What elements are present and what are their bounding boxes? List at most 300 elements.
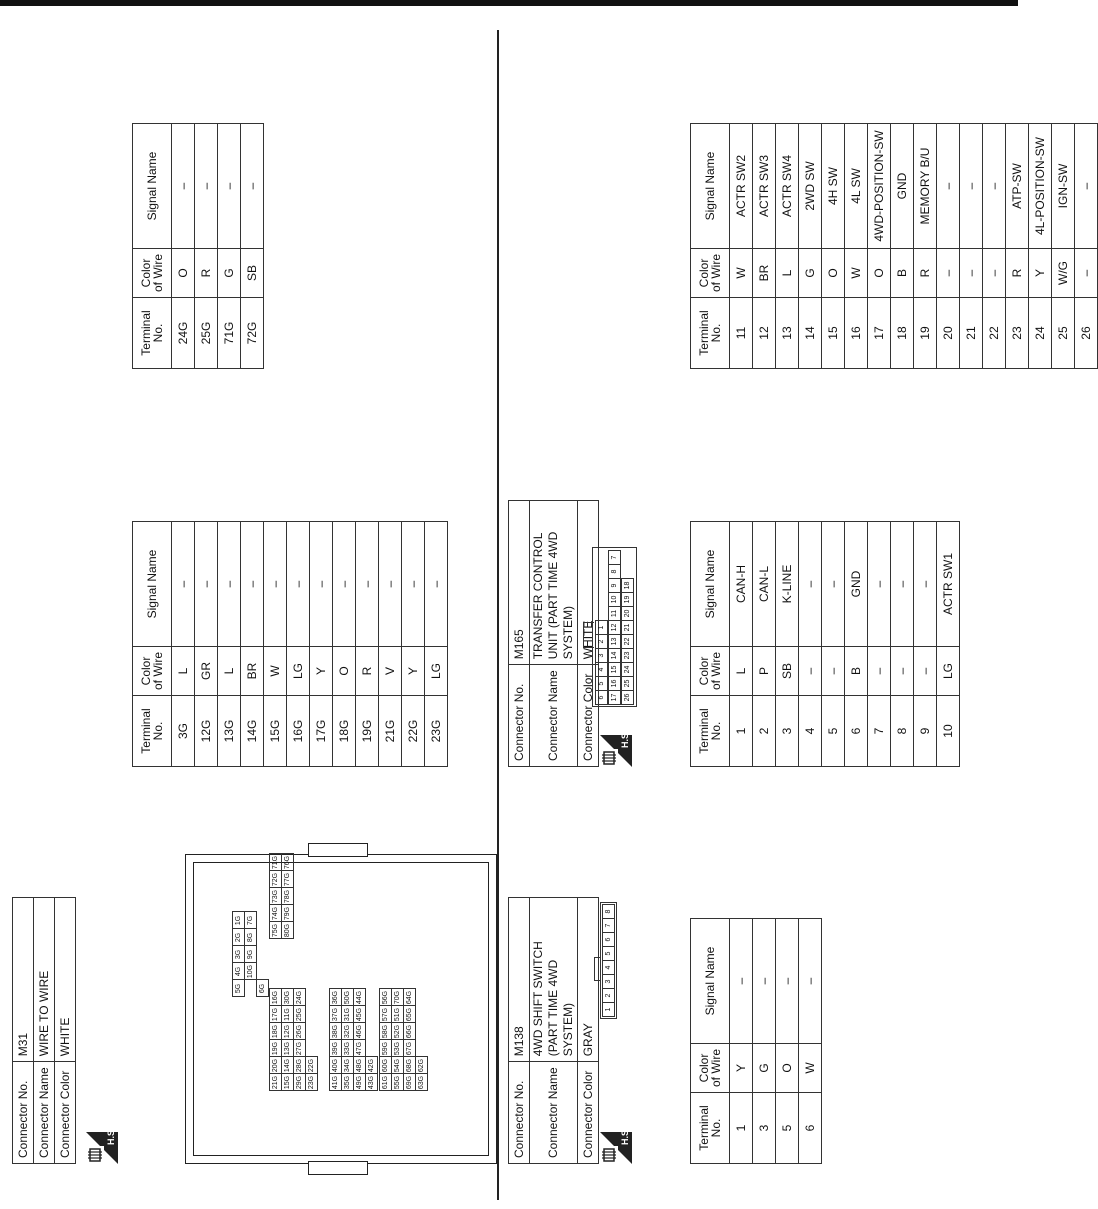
signal-name: – <box>868 522 891 647</box>
terminal-pin: 40G <box>329 1057 342 1075</box>
terminal-pin: 15 <box>608 662 621 677</box>
table-row <box>172 124 195 369</box>
signal-name: 4L SW <box>845 124 868 249</box>
terminal-pin: 16G <box>269 989 282 1007</box>
table-row <box>195 522 218 767</box>
connector-name: 4WD SHIFT SWITCH (PART TIME 4WD SYSTEM) <box>530 898 578 1062</box>
wire-color: G <box>799 249 822 298</box>
signal-name: – <box>333 522 356 647</box>
wire-color: Y <box>730 1044 753 1093</box>
terminal-pin: 5 <box>602 946 615 961</box>
terminal-no: 26 <box>1075 298 1098 369</box>
table-row <box>891 124 914 369</box>
wire-color: B <box>845 647 868 696</box>
signal-name: IGN-SW <box>1052 124 1075 249</box>
signal-name: – <box>776 919 799 1044</box>
terminal-pin: 26G <box>293 1023 306 1041</box>
terminal-pin: 1 <box>602 1002 615 1017</box>
terminal-pin: 61G <box>379 1074 392 1092</box>
label: Connector Color <box>578 1062 599 1164</box>
terminal-pin: 18 <box>621 578 634 593</box>
label: Connector Name <box>34 1062 55 1164</box>
terminal-pin: 3 <box>602 974 615 989</box>
terminal-pin: 25G <box>293 1006 306 1024</box>
pin-group <box>329 989 377 1091</box>
col-header: Terminal No. <box>691 298 730 369</box>
terminal-no: 5 <box>776 1093 799 1164</box>
signal-name: – <box>402 522 425 647</box>
terminal-no: 21G <box>379 696 402 767</box>
terminal-pin: 17G <box>269 1006 282 1024</box>
terminal-no: 8 <box>891 696 914 767</box>
wire-color: Y <box>1029 249 1052 298</box>
terminal-no: 20 <box>937 298 960 369</box>
terminal-pin: 20 <box>621 606 634 621</box>
wire-color: L <box>776 249 799 298</box>
pin-group <box>269 854 293 939</box>
terminal-no: 3 <box>776 696 799 767</box>
terminal-no: 17 <box>868 298 891 369</box>
terminal-pin: 23G <box>305 1074 318 1092</box>
table-row <box>172 522 195 767</box>
terminal-pin: 4 <box>602 960 615 975</box>
terminal-no: 10 <box>937 696 960 767</box>
terminal-pin: 70G <box>391 989 404 1007</box>
table-row <box>218 124 241 369</box>
terminal-pin: 39G <box>329 1040 342 1058</box>
wire-color: O <box>776 1044 799 1093</box>
terminal-pin: 4 <box>595 662 608 677</box>
terminal-no: 15G <box>264 696 287 767</box>
terminal-pin: 29G <box>293 1074 306 1092</box>
table-row <box>983 124 1006 369</box>
table-row <box>868 522 891 767</box>
terminal-pin: 44G <box>353 989 366 1007</box>
terminal-pin: 1G <box>232 912 245 930</box>
m138-info-table <box>508 897 599 1164</box>
terminal-no: 5 <box>822 696 845 767</box>
terminal-pin: 8 <box>602 904 615 919</box>
table-row <box>730 124 753 369</box>
table-row <box>937 522 960 767</box>
terminal-pin: 22G <box>305 1057 318 1075</box>
table-row <box>264 522 287 767</box>
signal-name: ACTR SW1 <box>937 522 960 647</box>
m31-connector-face <box>185 854 497 1164</box>
terminal-pin: 52G <box>391 1023 404 1041</box>
wire-color: L <box>730 647 753 696</box>
signal-name: – <box>753 919 776 1044</box>
wire-color: R <box>914 249 937 298</box>
wire-color: – <box>868 647 891 696</box>
label: Connector Color <box>55 1062 76 1164</box>
table-row <box>845 522 868 767</box>
signal-name: – <box>822 522 845 647</box>
signal-name: – <box>799 522 822 647</box>
wire-color: O <box>868 249 891 298</box>
terminal-pin: 27G <box>293 1040 306 1058</box>
terminal-pin: 9G <box>244 946 257 964</box>
terminal-pin: 56G <box>379 989 392 1007</box>
terminal-no: 17G <box>310 696 333 767</box>
terminal-no: 15 <box>822 298 845 369</box>
terminal-pin: 6 <box>595 690 608 705</box>
table-row <box>799 522 822 767</box>
label: Connector No. <box>509 1062 530 1164</box>
terminal-pin: 6G <box>256 980 269 998</box>
wire-color: SB <box>241 249 264 298</box>
wire-color: B <box>891 249 914 298</box>
harness-side-icon <box>600 1127 632 1164</box>
terminal-pin: 22 <box>621 634 634 649</box>
signal-name: – <box>960 124 983 249</box>
signal-name: – <box>264 522 287 647</box>
terminal-pin: 2G <box>232 929 245 947</box>
signal-name: – <box>218 124 241 249</box>
wire-color: Y <box>310 647 333 696</box>
terminal-pin: 13G <box>281 1040 294 1058</box>
terminal-pin: 4G <box>232 963 245 981</box>
terminal-pin: 37G <box>329 1006 342 1024</box>
terminal-pin: 45G <box>353 1006 366 1024</box>
connector-name: TRANSFER CONTROL UNIT (PART TIME 4WD SYSTEM) <box>530 501 578 665</box>
table-row <box>914 124 937 369</box>
terminal-pin: 68G <box>403 1057 416 1075</box>
table-row <box>402 522 425 767</box>
table-row <box>960 124 983 369</box>
signal-name: – <box>241 522 264 647</box>
terminal-pin: 5 <box>595 676 608 691</box>
terminal-pin: 21G <box>269 1074 282 1092</box>
table-row <box>218 522 241 767</box>
terminal-pin: 25 <box>621 676 634 691</box>
wire-color: L <box>172 647 195 696</box>
terminal-pin: 38G <box>329 1023 342 1041</box>
pin-row <box>621 550 634 704</box>
terminal-pin: 41G <box>329 1074 342 1092</box>
terminal-pin: 11 <box>608 606 621 621</box>
col-header: Terminal No. <box>691 696 730 767</box>
terminal-no: 19G <box>356 696 379 767</box>
terminal-pin: 63G <box>415 1074 428 1092</box>
terminal-pin: 14G <box>281 1057 294 1075</box>
table-row <box>868 124 891 369</box>
terminal-pin: 76G <box>281 854 294 872</box>
pin-row <box>608 550 621 704</box>
connector-no: M165 <box>509 501 530 665</box>
terminal-pin: 8 <box>608 564 621 579</box>
wire-color: R <box>195 249 218 298</box>
terminal-no: 25G <box>195 298 218 369</box>
table-row <box>1052 124 1075 369</box>
wire-color: R <box>356 647 379 696</box>
terminal-pin: 34G <box>341 1057 354 1075</box>
connector-name: WIRE TO WIRE <box>34 898 55 1062</box>
terminal-no: 72G <box>241 298 264 369</box>
terminal-pin: 26 <box>621 690 634 705</box>
connector-tab <box>308 1161 368 1175</box>
terminal-pin: 79G <box>281 905 294 923</box>
terminal-pin: 11G <box>281 1006 294 1024</box>
signal-name: – <box>914 522 937 647</box>
terminal-no: 3 <box>753 1093 776 1164</box>
wire-color: G <box>753 1044 776 1093</box>
terminal-pin: 73G <box>269 888 282 906</box>
terminal-no: 24 <box>1029 298 1052 369</box>
terminal-pin: 51G <box>391 1006 404 1024</box>
label: Connector No. <box>13 1062 34 1164</box>
table-row <box>776 919 799 1164</box>
wire-color: – <box>891 647 914 696</box>
table-row <box>937 124 960 369</box>
terminal-no: 11 <box>730 298 753 369</box>
table-row <box>287 522 310 767</box>
terminal-pin: 10 <box>608 592 621 607</box>
terminal-pin: 33G <box>341 1040 354 1058</box>
wire-color: V <box>379 647 402 696</box>
table-row <box>845 124 868 369</box>
wire-color: Y <box>402 647 425 696</box>
terminal-pin: 50G <box>341 989 354 1007</box>
terminal-pin: 48G <box>353 1057 366 1075</box>
terminal-pin: 49G <box>353 1074 366 1092</box>
terminal-pin: 75G <box>269 922 282 940</box>
label: Connector Name <box>530 665 578 767</box>
terminal-pin: 6 <box>602 932 615 947</box>
terminal-pin: 60G <box>379 1057 392 1075</box>
signal-name: ACTR SW2 <box>730 124 753 249</box>
terminal-no: 1 <box>730 696 753 767</box>
terminal-pin: 7 <box>608 550 621 565</box>
wire-color: W/G <box>1052 249 1075 298</box>
terminal-pin: 14 <box>608 648 621 663</box>
m138-terminal-table <box>690 918 822 1164</box>
signal-name: GND <box>891 124 914 249</box>
terminal-pin: 2 <box>602 988 615 1003</box>
signal-name: – <box>425 522 448 647</box>
terminal-no: 6 <box>845 696 868 767</box>
terminal-pin: 78G <box>281 888 294 906</box>
col-header: Signal Name <box>691 919 730 1044</box>
terminal-pin: 3 <box>595 648 608 663</box>
table-row <box>1006 124 1029 369</box>
signal-name: ACTR SW4 <box>776 124 799 249</box>
terminal-pin: 21 <box>621 620 634 635</box>
wire-color: LG <box>287 647 310 696</box>
signal-name: 4L-POSITION-SW <box>1029 124 1052 249</box>
table-row <box>730 919 753 1164</box>
hs-label: H.S. <box>106 1127 116 1145</box>
wire-color: – <box>1075 249 1098 298</box>
terminal-no: 12 <box>753 298 776 369</box>
table-row <box>195 124 218 369</box>
wire-color: L <box>218 647 241 696</box>
terminal-pin: 16 <box>608 676 621 691</box>
terminal-pin: 55G <box>391 1074 404 1092</box>
terminal-pin: 20G <box>269 1057 282 1075</box>
pin-row <box>600 902 617 1019</box>
signal-name: 4H SW <box>822 124 845 249</box>
m165-terminal-table-1 <box>690 521 960 767</box>
col-header: Signal Name <box>691 522 730 647</box>
terminal-pin: 69G <box>403 1074 416 1092</box>
m31-terminal-table-2 <box>132 123 264 369</box>
terminal-pin: 64G <box>403 989 416 1007</box>
signal-name: ACTR SW3 <box>753 124 776 249</box>
terminal-pin: 67G <box>403 1040 416 1058</box>
table-row <box>891 522 914 767</box>
wire-color: BR <box>753 249 776 298</box>
terminal-pin: 74G <box>269 905 282 923</box>
terminal-no: 21 <box>960 298 983 369</box>
harness-side-icon <box>86 1127 118 1164</box>
wire-color: O <box>333 647 356 696</box>
col-header: Terminal No. <box>133 696 172 767</box>
terminal-pin: 7 <box>602 918 615 933</box>
harness-side-icon <box>600 730 632 767</box>
terminal-no: 24G <box>172 298 195 369</box>
table-row <box>776 124 799 369</box>
wire-color: SB <box>776 647 799 696</box>
wire-color: – <box>937 249 960 298</box>
terminal-no: 19 <box>914 298 937 369</box>
terminal-no: 13 <box>776 298 799 369</box>
signal-name: 4WD-POSITION-SW <box>868 124 891 249</box>
terminal-pin: 18G <box>269 1023 282 1041</box>
wire-color: G <box>218 249 241 298</box>
terminal-pin: 7G <box>244 912 257 930</box>
signal-name: – <box>287 522 310 647</box>
wire-color: – <box>960 249 983 298</box>
table-row <box>914 522 937 767</box>
terminal-pin: 80G <box>281 922 294 940</box>
table-row <box>799 124 822 369</box>
terminal-pin: 71G <box>269 854 282 872</box>
table-row <box>822 124 845 369</box>
terminal-no: 22G <box>402 696 425 767</box>
m165-terminal-table-2 <box>690 123 1098 369</box>
signal-name: CAN-H <box>730 522 753 647</box>
m31-terminal-table-1 <box>132 521 448 767</box>
terminal-pin: 43G <box>365 1074 378 1092</box>
terminal-no: 2 <box>753 696 776 767</box>
table-row <box>356 522 379 767</box>
table-row <box>333 522 356 767</box>
terminal-no: 22 <box>983 298 1006 369</box>
terminal-no: 14 <box>799 298 822 369</box>
col-header: Color of Wire <box>691 647 730 696</box>
terminal-pin: 13 <box>608 634 621 649</box>
wire-color: W <box>730 249 753 298</box>
connector-latch <box>583 622 594 648</box>
signal-name: K-LINE <box>776 522 799 647</box>
terminal-pin: 2 <box>595 634 608 649</box>
connector-tab <box>308 843 368 857</box>
terminal-pin: 5G <box>232 980 245 998</box>
terminal-pin: 30G <box>281 989 294 1007</box>
col-header: Color of Wire <box>133 647 172 696</box>
terminal-pin: 77G <box>281 871 294 889</box>
col-header: Signal Name <box>133 124 172 249</box>
wire-color: GR <box>195 647 218 696</box>
table-row <box>753 522 776 767</box>
terminal-pin: 42G <box>365 1057 378 1075</box>
pin-group <box>232 912 268 997</box>
wire-color: W <box>799 1044 822 1093</box>
terminal-pin: 12G <box>281 1023 294 1041</box>
table-row <box>730 522 753 767</box>
table-row <box>753 919 776 1164</box>
terminal-pin: 19 <box>621 592 634 607</box>
table-row <box>310 522 333 767</box>
table-row <box>241 124 264 369</box>
terminal-pin: 35G <box>341 1074 354 1092</box>
wire-color: BR <box>241 647 264 696</box>
table-row <box>379 522 402 767</box>
signal-name: – <box>799 919 822 1044</box>
table-row <box>799 919 822 1164</box>
terminal-pin: 15G <box>281 1074 294 1092</box>
terminal-pin: 72G <box>269 871 282 889</box>
pin-row <box>595 550 608 704</box>
terminal-pin: 24G <box>293 989 306 1007</box>
label: Connector Name <box>530 1062 578 1164</box>
terminal-pin: 65G <box>403 1006 416 1024</box>
terminal-no: 3G <box>172 696 195 767</box>
col-header: Color of Wire <box>691 1044 730 1093</box>
terminal-pin: 66G <box>403 1023 416 1041</box>
signal-name: – <box>172 124 195 249</box>
signal-name: – <box>1075 124 1098 249</box>
connector-no: M31 <box>13 898 34 1062</box>
terminal-pin: 9 <box>608 578 621 593</box>
terminal-pin: 58G <box>379 1023 392 1041</box>
pin-group <box>269 989 317 1091</box>
terminal-pin: 46G <box>353 1023 366 1041</box>
pin-group <box>379 989 427 1091</box>
signal-name: – <box>195 124 218 249</box>
signal-name: – <box>356 522 379 647</box>
hs-label: H.S. <box>620 730 630 748</box>
connector-color: GRAY <box>578 898 599 1062</box>
terminal-no: 16 <box>845 298 868 369</box>
wire-color: LG <box>425 647 448 696</box>
signal-name: – <box>379 522 402 647</box>
connector-inner <box>193 855 489 1156</box>
label: Connector Color <box>578 665 599 767</box>
terminal-no: 12G <box>195 696 218 767</box>
col-header: Terminal No. <box>133 298 172 369</box>
terminal-pin: 57G <box>379 1006 392 1024</box>
terminal-pin: 10G <box>244 963 257 981</box>
terminal-pin: 31G <box>341 1006 354 1024</box>
terminal-pin: 1 <box>595 620 608 635</box>
table-row <box>753 124 776 369</box>
connector-no: M138 <box>509 898 530 1062</box>
terminal-pin: 23 <box>621 648 634 663</box>
table-row <box>776 522 799 767</box>
connector-color: WHITE <box>55 898 76 1062</box>
wire-color: W <box>264 647 287 696</box>
terminal-pin: 17 <box>608 690 621 705</box>
signal-name: 2WD SW <box>799 124 822 249</box>
terminal-pin: 3G <box>232 946 245 964</box>
signal-name: – <box>983 124 1006 249</box>
wire-color: O <box>172 249 195 298</box>
label: Connector No. <box>509 665 530 767</box>
terminal-pin: 36G <box>329 989 342 1007</box>
terminal-no: 13G <box>218 696 241 767</box>
